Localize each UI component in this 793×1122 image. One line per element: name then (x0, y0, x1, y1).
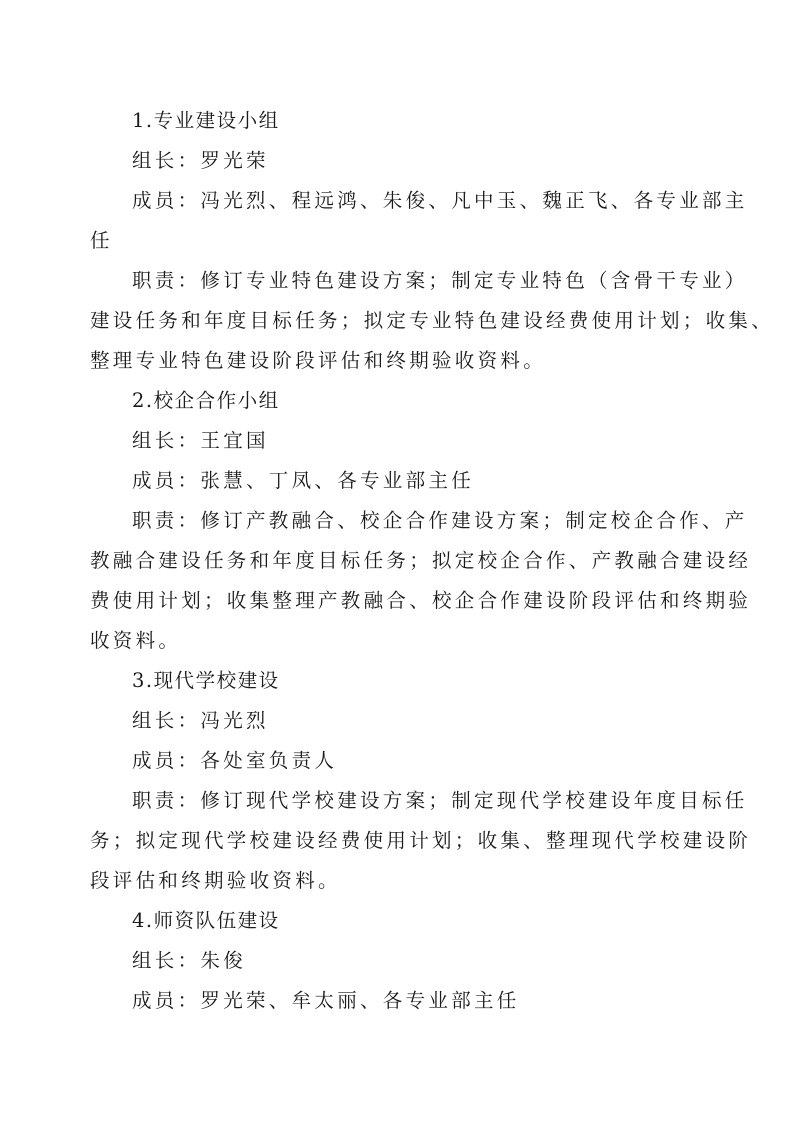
section-heading-modern-school: 3.现代学校建设 (132, 669, 280, 692)
section-heading-teaching-staff: 4.师资队伍建设 (132, 909, 280, 932)
group-duties-line-continued: 建设任务和年度目标任务；拟定专业特色建设经费使用计划；收集、 (90, 309, 775, 332)
group-duties-line: 职责：修订现代学校建设方案；制定现代学校建设年度目标任 (132, 789, 748, 812)
group-duties-line-continued: 段评估和终期验收资料。 (90, 869, 341, 892)
group-members-line: 成员：罗光荣、牟太丽、各专业部主任 (132, 989, 520, 1012)
group-leader-line: 组长：王宜国 (132, 429, 269, 452)
group-leader-line: 组长：罗光荣 (132, 149, 269, 172)
section-heading-professional-construction: 1.专业建设小组 (132, 109, 280, 132)
group-duties-line-continued: 收资料。 (90, 629, 182, 652)
group-members-line: 成员：各处室负责人 (132, 749, 338, 772)
section-heading-school-enterprise: 2.校企合作小组 (132, 389, 280, 412)
group-duties-line: 职责：修订专业特色建设方案；制定专业特色（含骨干专业） (132, 269, 748, 292)
document-page (90, 101, 775, 1021)
group-duties-line-continued: 教融合建设任务和年度目标任务；拟定校企合作、产教融合建设经 (90, 549, 752, 572)
group-duties-line-continued: 整理专业特色建设阶段评估和终期验收资料。 (90, 349, 547, 372)
group-duties-line: 职责：修订产教融合、校企合作建设方案；制定校企合作、产 (132, 509, 748, 532)
group-members-line: 成员：冯光烈、程远鸿、朱俊、凡中玉、魏正飞、各专业部主 (132, 189, 748, 212)
group-duties-line-continued: 务；拟定现代学校建设经费使用计划；收集、整理现代学校建设阶 (90, 829, 752, 852)
group-leader-line: 组长：朱俊 (132, 949, 247, 972)
group-members-line-continued: 任 (90, 229, 113, 252)
group-members-line: 成员：张慧、丁凤、各专业部主任 (132, 469, 475, 492)
group-duties-line-continued: 费使用计划；收集整理产教融合、校企合作建设阶段评估和终期验 (90, 589, 752, 612)
group-leader-line: 组长：冯光烈 (132, 709, 269, 732)
